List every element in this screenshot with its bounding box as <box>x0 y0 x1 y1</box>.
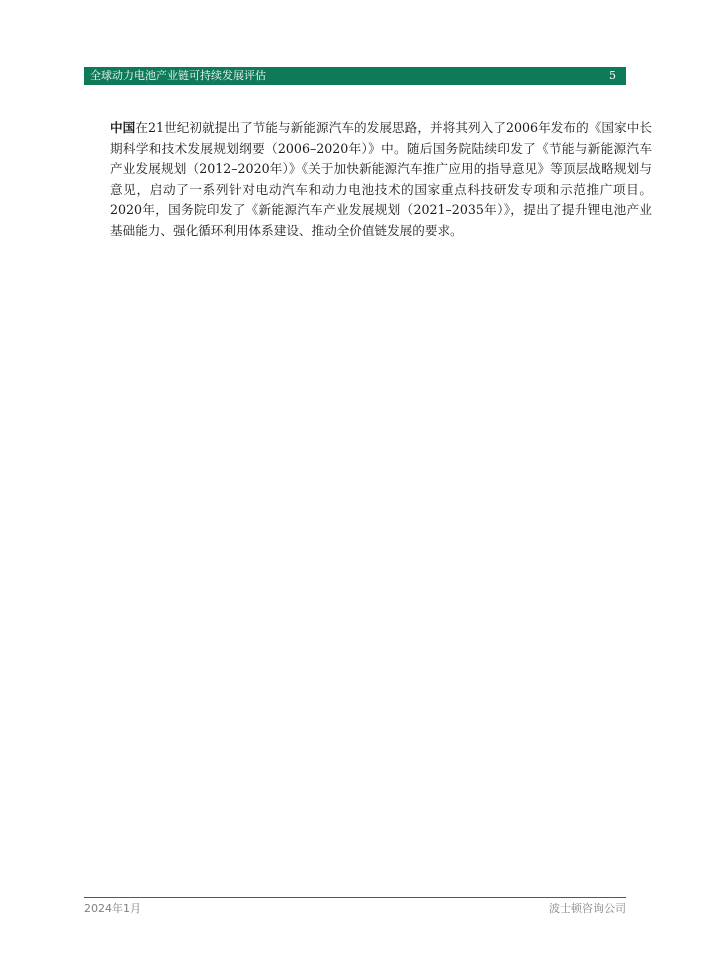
paragraph-text: 在21世纪初就提出了节能与新能源汽车的发展思路，并将其列入了2006年发布的《国家中长期科学和技术发展规划纲要（2006–2020年）》中。随后国务院陆续印发了《节能与新能源汽车产业发展规划（2012–2020年）》《关于加快新能源汽车推广应用的指导意见》等顶层战略规划与意见，启动了一系列针对电动汽车和动力电池技术的国家重点科技研发专项和示范推广项目。2020年，国务院印发了《新能源汽车产业发展规划（2021–2035年）》，提出了提升锂电池产业基础能力、强化循环利用体系建设、推动全价值链发展的要求。 <box>110 120 652 238</box>
report-title: 全球动力电池产业链可持续发展评估 <box>90 69 266 82</box>
footer-divider <box>84 897 626 898</box>
body-paragraph <box>84 118 652 241</box>
page-header-bar <box>84 67 626 85</box>
footer-company: 波士顿咨询公司 <box>549 902 626 915</box>
paragraph-lead: 中国 <box>110 120 136 135</box>
footer-date: 2024年1月 <box>84 902 141 915</box>
page-number: 5 <box>609 69 616 82</box>
